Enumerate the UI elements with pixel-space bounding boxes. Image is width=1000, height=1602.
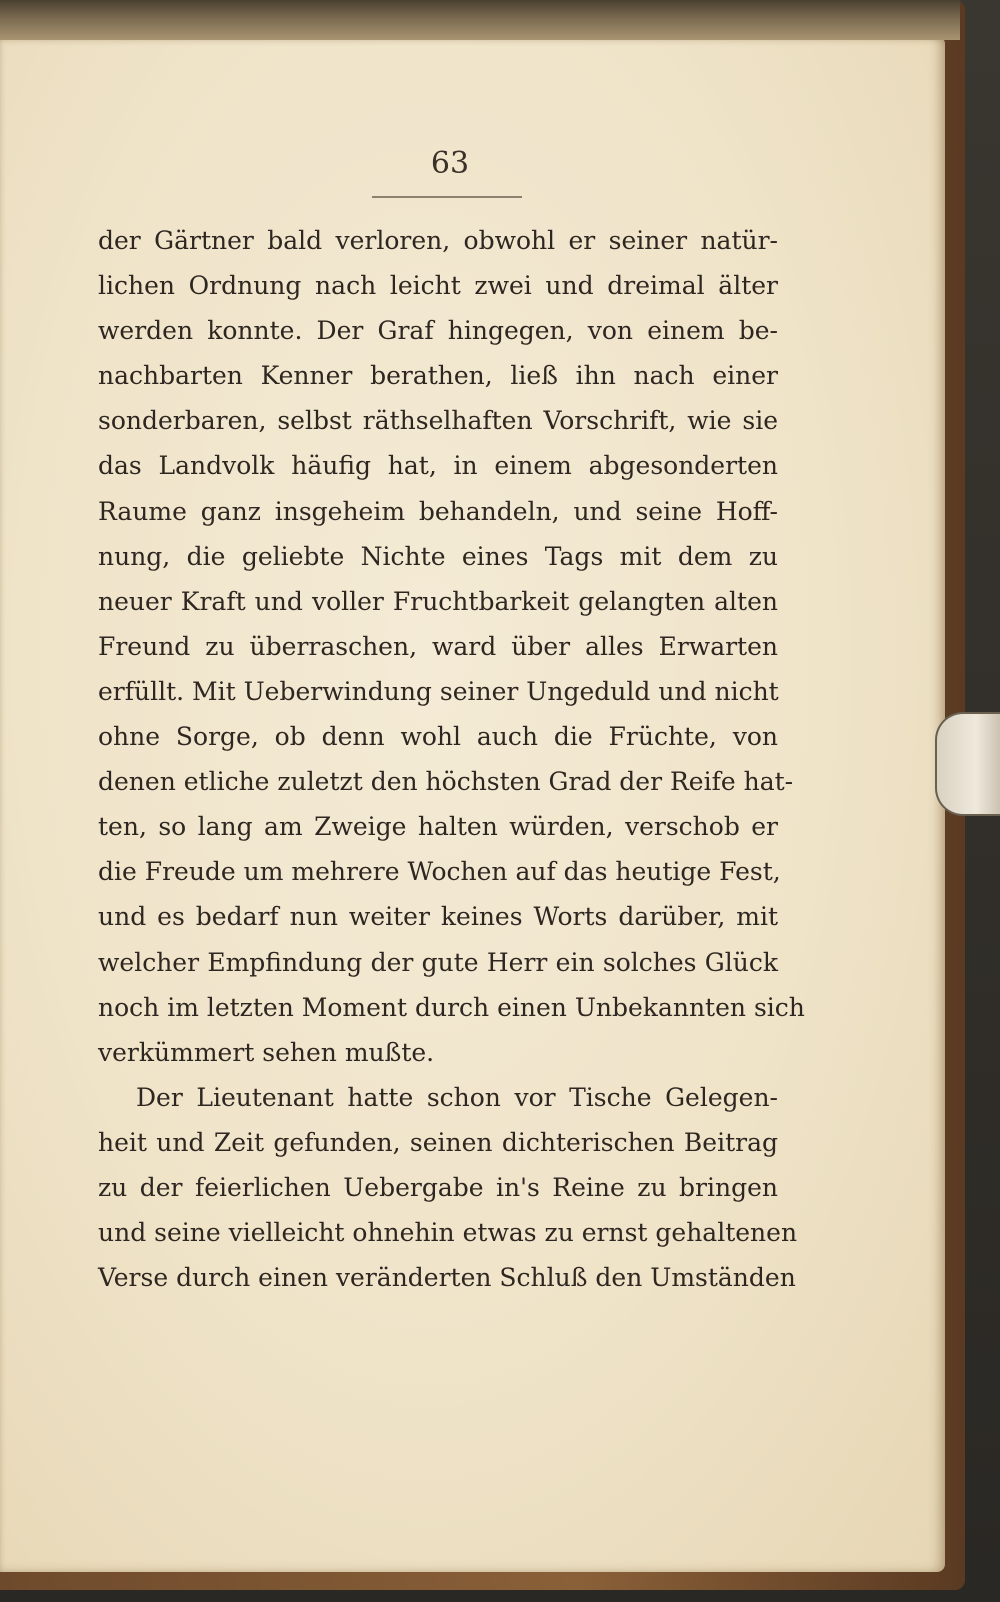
text-line: und es bedarf nun weiter keines Worts darüber, mit — [98, 902, 778, 932]
text-line: der Gärtner bald verloren, obwohl er seiner natür- — [98, 226, 778, 255]
text-line: neuer Kraft und voller Fruchtbarkeit gelangten alten — [98, 586, 778, 616]
text-line: sonderbaren, selbst räthselhaften Vorschrift, wie sie — [98, 406, 778, 436]
text-line: welcher Empfindung der gute Herr ein solches Glück — [98, 947, 778, 977]
text-line: Freund zu überraschen, ward über alles Erwarten — [98, 631, 778, 661]
book-top-edge — [0, 0, 960, 40]
text-line: heit und Zeit gefunden, seinen dichterischen Beitrag — [98, 1127, 778, 1157]
text-line: werden konnte. Der Graf hingegen, von einem be- — [98, 316, 778, 346]
text-line: lichen Ordnung nach leicht zwei und dreimal älter — [98, 271, 778, 301]
text-line: ten, so lang am Zweige halten würden, verschob er — [98, 812, 778, 842]
body-text — [98, 218, 805, 1300]
text-line: Raume ganz insgeheim behandeln, und seine Hoff- — [98, 496, 778, 526]
text-line: noch im letzten Moment durch einen Unbekannten sich — [98, 992, 805, 1022]
text-line: nung, die geliebte Nichte eines Tags mit dem zu — [98, 541, 778, 571]
text-line: denen etliche zuletzt den höchsten Grad der Reife hat- — [98, 767, 794, 797]
text-line: die Freude um mehrere Wochen auf das heutige Fest, — [98, 857, 781, 887]
paragraph-start-line: Der Lieutenant hatte schon vor Tische Gelegen- — [136, 1082, 778, 1112]
text-line: das Landvolk häufig hat, in einem abgesonderten — [98, 451, 778, 481]
page-clip-tab — [935, 712, 1000, 816]
page-number: 63 — [430, 146, 470, 181]
text-line: und seine vielleicht ohnehin etwas zu ernst gehaltenen — [98, 1218, 798, 1248]
text-line: erfüllt. Mit Ueberwindung seiner Ungeduld und nicht — [98, 676, 779, 706]
header-rule — [372, 196, 522, 198]
text-line: nachbarten Kenner berathen, ließ ihn nach einer — [98, 361, 778, 391]
paragraph-end-line: verkümmert sehen mußte. — [98, 1037, 435, 1067]
text-line: zu der feierlichen Uebergabe in's Reine zu bringen — [98, 1172, 778, 1202]
text-line: ohne Sorge, ob denn wohl auch die Früchte, von — [98, 722, 778, 752]
text-line: Verse durch einen veränderten Schluß den Umständen — [98, 1263, 796, 1293]
